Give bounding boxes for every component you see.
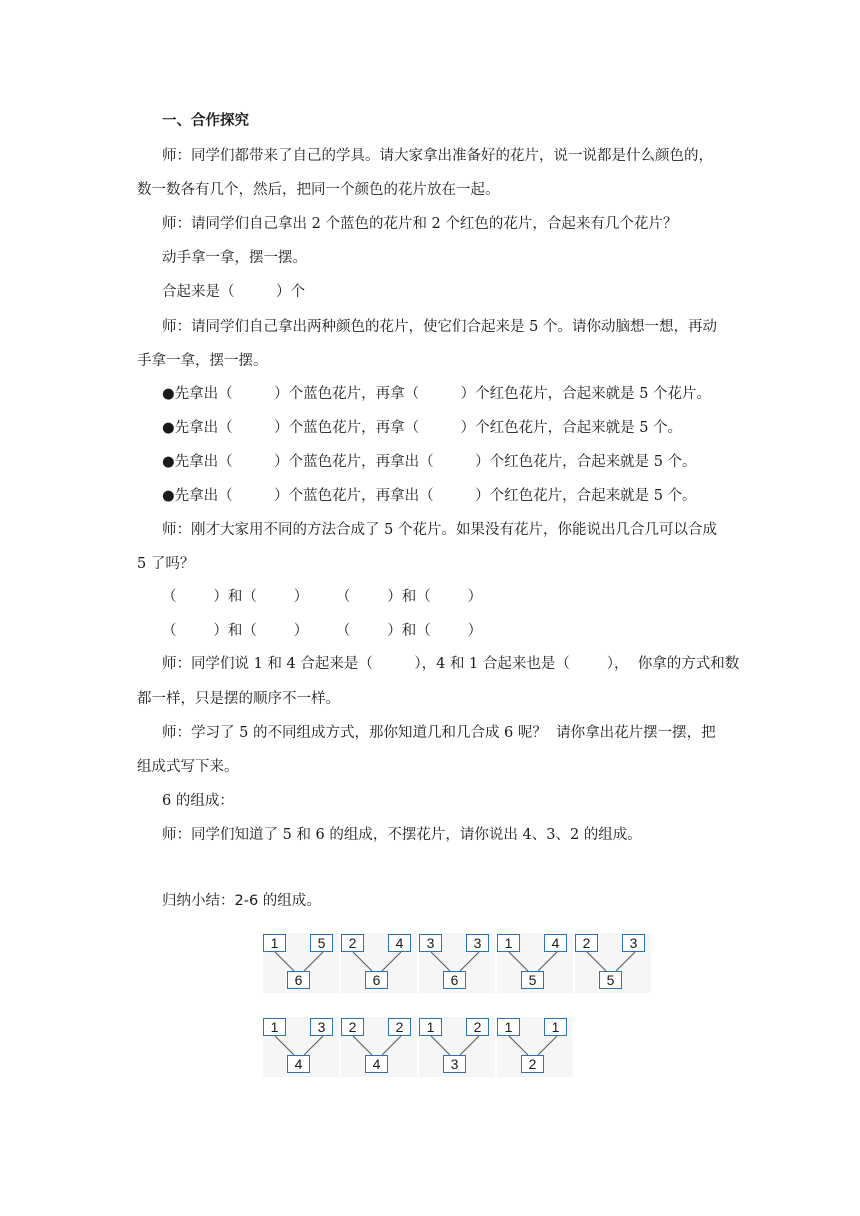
part-b-box: 1 — [544, 1018, 567, 1036]
right-branch-line — [538, 1036, 557, 1055]
right-branch-line — [304, 952, 323, 971]
paragraph-3: 动手拿一拿，摆一摆。 — [162, 250, 307, 266]
part-a-box: 1 — [419, 1018, 442, 1036]
composition-diagram — [419, 933, 495, 993]
paragraph-5-line-1: 师：请同学们自己拿出两种颜色的花片，使它们合起来是 5 个。请你动脑想一想，再动 — [162, 319, 717, 335]
total-box: 6 — [287, 971, 310, 989]
left-branch-line — [275, 1036, 294, 1055]
composition-diagram — [575, 933, 651, 993]
bullet-4: ●先拿出（ ）个蓝色花片，再拿出（ ）个红色花片，合起来就是 5 个。 — [162, 488, 697, 504]
part-b-box: 3 — [622, 934, 645, 952]
right-branch-line — [460, 1036, 479, 1055]
paragraph-4: 合起来是（ ）个 — [162, 284, 305, 300]
paragraph-7-line-2: 都一样，只是摆的顺序不一样。 — [137, 691, 340, 707]
part-b-box: 2 — [388, 1018, 411, 1036]
left-branch-line — [431, 1036, 450, 1055]
composition-diagram — [419, 1017, 495, 1077]
right-branch-line — [538, 952, 557, 971]
total-box: 6 — [443, 971, 466, 989]
composition-diagram — [263, 933, 339, 993]
right-branch-line — [382, 952, 401, 971]
total-box: 4 — [365, 1055, 388, 1073]
part-a-box: 2 — [341, 934, 364, 952]
left-branch-line — [431, 952, 450, 971]
part-a-box: 1 — [497, 1018, 520, 1036]
right-branch-line — [304, 1036, 323, 1055]
total-box: 4 — [287, 1055, 310, 1073]
part-b-box: 4 — [388, 934, 411, 952]
right-branch-line — [382, 1036, 401, 1055]
total-box: 6 — [365, 971, 388, 989]
summary-label: 归纳小结：2-6 的组成。 — [162, 893, 321, 909]
part-a-box: 3 — [419, 934, 442, 952]
total-box: 5 — [599, 971, 622, 989]
right-branch-line — [460, 952, 479, 971]
bullet-3: ●先拿出（ ）个蓝色花片，再拿出（ ）个红色花片，合起来就是 5 个。 — [162, 454, 697, 470]
composition-diagram — [497, 1017, 573, 1077]
composition-diagram — [497, 933, 573, 993]
part-b-box: 3 — [466, 934, 489, 952]
part-b-box: 4 — [544, 934, 567, 952]
paragraph-10: 师：同学们知道了 5 和 6 的组成，不摆花片，请你说出 4、3、2 的组成。 — [162, 827, 642, 843]
paragraph-7-line-1: 师：同学们说 1 和 4 合起来是（ ），4 和 1 合起来也是（ ）， 你拿的方式和数 — [162, 656, 740, 672]
right-branch-line — [616, 952, 635, 971]
paragraph-6-line-2: 5 了吗？ — [137, 556, 195, 572]
total-box: 2 — [521, 1055, 544, 1073]
pair-line-2: （ ）和（ ） （ ）和（ ） — [162, 623, 483, 639]
left-branch-line — [587, 952, 606, 971]
paragraph-8-line-2: 组成式写下来。 — [137, 759, 239, 775]
left-branch-line — [275, 952, 294, 971]
left-branch-line — [353, 952, 372, 971]
composition-diagram — [263, 1017, 339, 1077]
part-b-box: 5 — [310, 934, 333, 952]
left-branch-line — [509, 952, 528, 971]
paragraph-1-line-2: 数一数各有几个，然后，把同一个颜色的花片放在一起。 — [137, 182, 500, 198]
paragraph-8-line-1: 师：学习了 5 的不同组成方式，那你知道几和几合成 6 呢？ 请你拿出花片摆一摆，把 — [162, 725, 716, 741]
part-a-box: 2 — [575, 934, 598, 952]
part-b-box: 3 — [310, 1018, 333, 1036]
composition-diagram — [341, 933, 417, 993]
part-a-box: 1 — [263, 934, 286, 952]
total-box: 5 — [521, 971, 544, 989]
paragraph-9: 6 的组成： — [162, 793, 234, 809]
left-branch-line — [353, 1036, 372, 1055]
bullet-2: ●先拿出（ ）个蓝色花片，再拿（ ）个红色花片，合起来就是 5 个。 — [162, 420, 683, 436]
part-a-box: 1 — [263, 1018, 286, 1036]
left-branch-line — [509, 1036, 528, 1055]
paragraph-5-line-2: 手拿一拿，摆一摆。 — [137, 353, 268, 369]
part-a-box: 2 — [341, 1018, 364, 1036]
heading: 一、合作探究 — [162, 112, 249, 129]
paragraph-6-line-1: 师：刚才大家用不同的方法合成了 5 个花片。如果没有花片，你能说出几合几可以合成 — [162, 522, 717, 538]
pair-line-1: （ ）和（ ） （ ）和（ ） — [162, 589, 483, 605]
bullet-1: ●先拿出（ ）个蓝色花片，再拿（ ）个红色花片，合起来就是 5 个花片。 — [162, 386, 712, 402]
paragraph-2: 师：请同学们自己拿出 2 个蓝色的花片和 2 个红色的花片，合起来有几个花片？ — [162, 216, 678, 232]
total-box: 3 — [443, 1055, 466, 1073]
part-a-box: 1 — [497, 934, 520, 952]
part-b-box: 2 — [466, 1018, 489, 1036]
paragraph-1-line-1: 师：同学们都带来了自己的学具。请大家拿出准备好的花片，说一说都是什么颜色的， — [162, 148, 713, 164]
composition-diagram — [341, 1017, 417, 1077]
